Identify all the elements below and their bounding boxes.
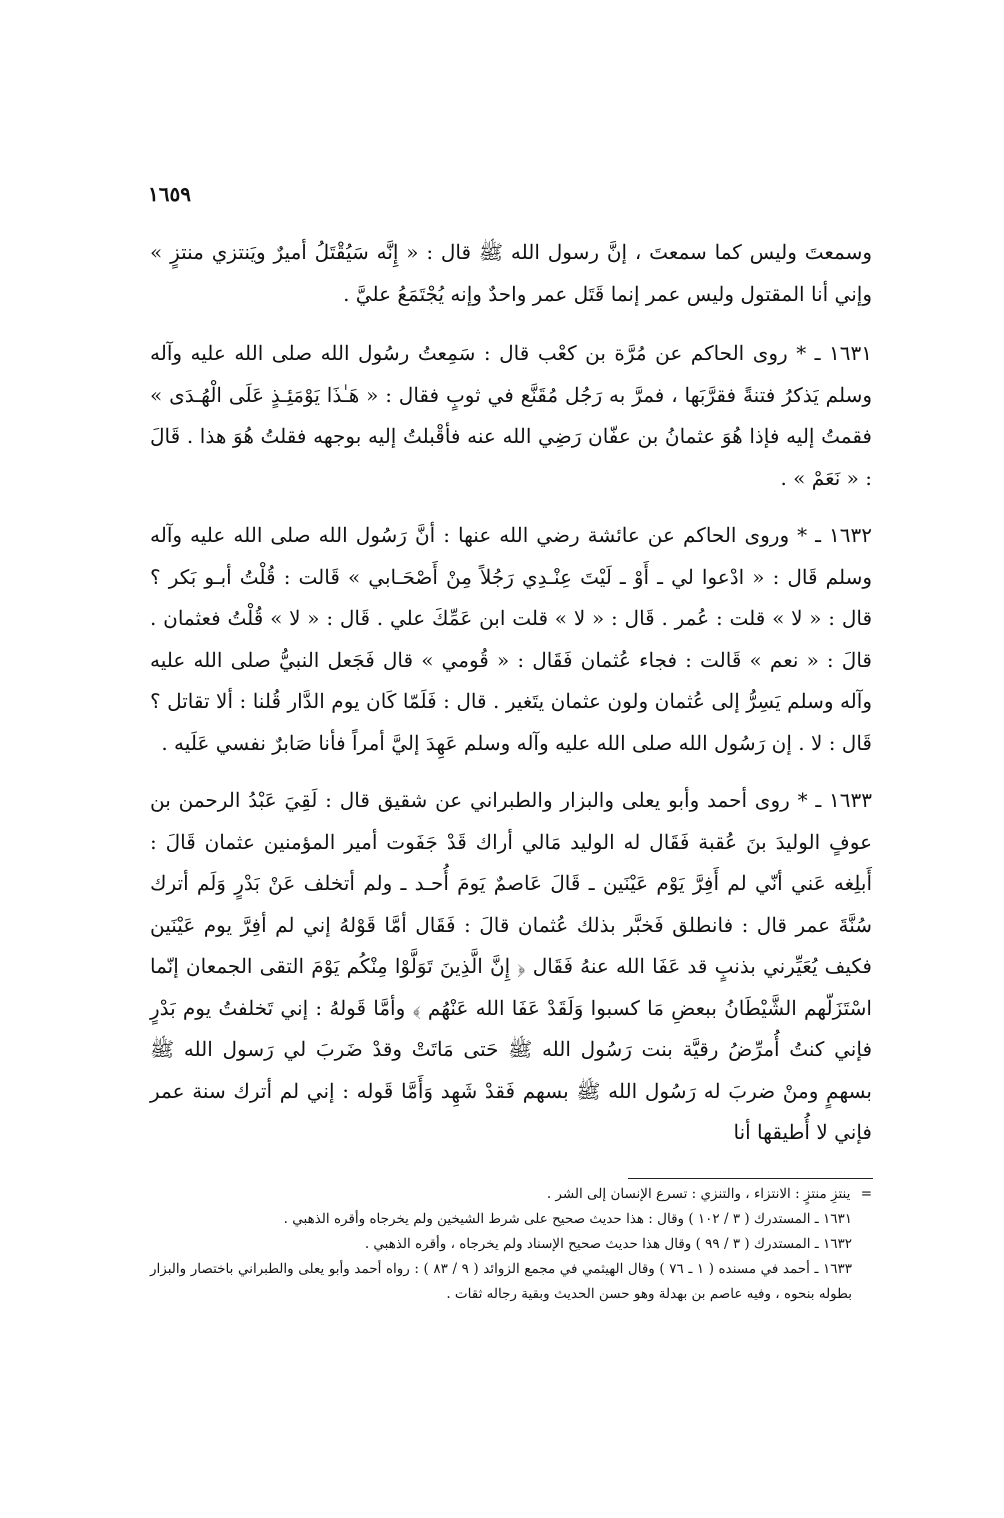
footnotes <box>150 1182 872 1307</box>
paragraph-continuation: وسمعتَ وليس كما سمعتَ ، إنَّ رسول الله ﷺ قال : « إِنَّه سَيُقْتَلُ أميرٌ ويَنتزي منتزٍ » وإني أنا المقتول وليس عمر إنما قَتَل عمر واحدٌ وإنه يُجْتَمَعُ عليَّ . <box>150 240 872 306</box>
page-number: ١٦٥٩ <box>148 182 191 206</box>
footnote-glossary <box>150 1182 872 1207</box>
paragraph-1633: ١٦٣٣ ـ * روى أحمد وأبو يعلى والبزار والطبراني عن شقيق قال : لَقِيَ عَبْدُ الرحمن بن عوفٍ الوليدَ بنَ عُقبة فَقَال له الوليد مَالي أراك قَدْ جَفَوت أمير المؤمنين عثمان قَالَ : أَبلِغه عَني أنّي لم أَفِرَّ يَوْم عَيْنَين ـ قَالَ عَاصمٌ يَومَ أُحـد ـ ولم أتخلف عَنْ بَدْرٍ وَلَم أترك سُنَّةَ عمر قال : فانطلق فَخبَّر بذلك عُثمان قالَ : فَقَال أمَّا قَوْلهُ إني لم أفِرَّ يوم عَيْنَين فكيف يُعَيِّرني بذنبٍ قد عَفَا الله عنهُ فَقَال ﴿ إِنَّ الَّذِينَ تَوَلَّوْا مِنْكُم يَوْمَ التقى الجمعان إنّما اسْتَزَلّهم الشَّيْطَانُ ببعضِ مَا كسبوا وَلَقَدْ عَفَا الله عَنْهُم ﴾ وأمَّا قَولهُ : إني تَخلفتُ يوم بَدْرٍ فإني كنتُ أُمرِّضُ رقيَّة بنت رَسُول الله ﷺ حَتى مَاتَتْ وقدْ ضَربَ لي رَسول الله ﷺ بسهمٍ ومنْ ضربَ له رَسُول الله ﷺ بسهم فَقدْ شَهِد وَأَمَّا قَوله : إني لم أترك سنة عمر فإني لا أُطيقها أنا <box>150 788 872 1144</box>
main-text <box>150 232 872 1170</box>
footnote-1631: ١٦٣١ ـ المستدرك ( ٣ / ١٠٢ ) وقال : هذا حديث صحيح على شرط الشيخين ولم يخرجاه وأقره الذهبي . <box>283 1211 852 1227</box>
paragraph-1631: ١٦٣١ ـ * روى الحاكم عن مُرَّة بن كعْب قال : سَمِعتُ رسُول الله صلى الله عليه وآله وسلم يَذكرُ فتنةً فقرَّبَها ، فمرَّ به رَجُل مُقَنَّع في ثوبٍ فقال : « هَـٰذَا يَوْمَئِـذٍ عَلَى الْهُـدَى » فقمتُ إليه فإذا هُوَ عثمانُ بن عفّان رَضِي الله عنه فأقْبلتُ إليه بوجهه فقلتُ هُوَ هذا . قَالَ : « نَعَمْ » . <box>150 341 872 490</box>
footnote-divider <box>628 1178 873 1179</box>
footnote-1633: ١٦٣٣ ـ أحمد في مسنده ( ١ ـ ٧٦ ) وقال الهيثمي في مجمع الزوائد ( ٩ / ٨٣ ) : رواه أحمد وأبو يعلى والطبراني باختصار والبزار بطوله بنحوه ، وفيه عاصم بن بهدلة وهو حسن الحديث وبقية رجاله ثقات . <box>150 1261 853 1302</box>
footnote-1632: ١٦٣٢ ـ المستدرك ( ٣ / ٩٩ ) وقال هذا حديث صحيح الإسناد ولم يخرجاه ، وأقره الذهبي . <box>364 1236 852 1252</box>
footnote-continuation-marker: = <box>860 1186 872 1202</box>
paragraph-1632: ١٦٣٢ ـ * وروى الحاكم عن عائشة رضي الله عنها : أنَّ رَسُول الله صلى الله عليه وآله وسلم قَال : « ادْعوا لي ـ أَوْ ـ لَيْتَ عِنْـدِي رَجُلاً مِنْ أَصْحَـابي » قَالت : قُلْتُ أبـو بَكر ؟ قال : « لا » قلت : عُمر . قَال : « لا » قلت ابن عَمِّكَ علي . قَال : « لا » قُلْتُ فعثمان . قالَ : « نعم » قَالت : فجاء عُثمان فَقَال : « قُومي » قال فَجَعل النبيُّ صلى الله عليه وآله وسلم يَسِرُّ إلى عُثمان ولون عثمان يتَغير . قال : فَلَمّا كَان يوم الدَّار قُلنا : ألا تقاتل ؟ قَال : لا . إن رَسُول الله صلى الله عليه وآله وسلم عَهِدَ إليَّ أمراً فأنا صَابرٌ نفسي عَلَيه . <box>150 523 873 755</box>
footnote-glossary-text: ينتزِ منتزٍ : الانتزاء ، والتنزي : تسرع الإنسان إلى الشر . <box>546 1186 851 1202</box>
